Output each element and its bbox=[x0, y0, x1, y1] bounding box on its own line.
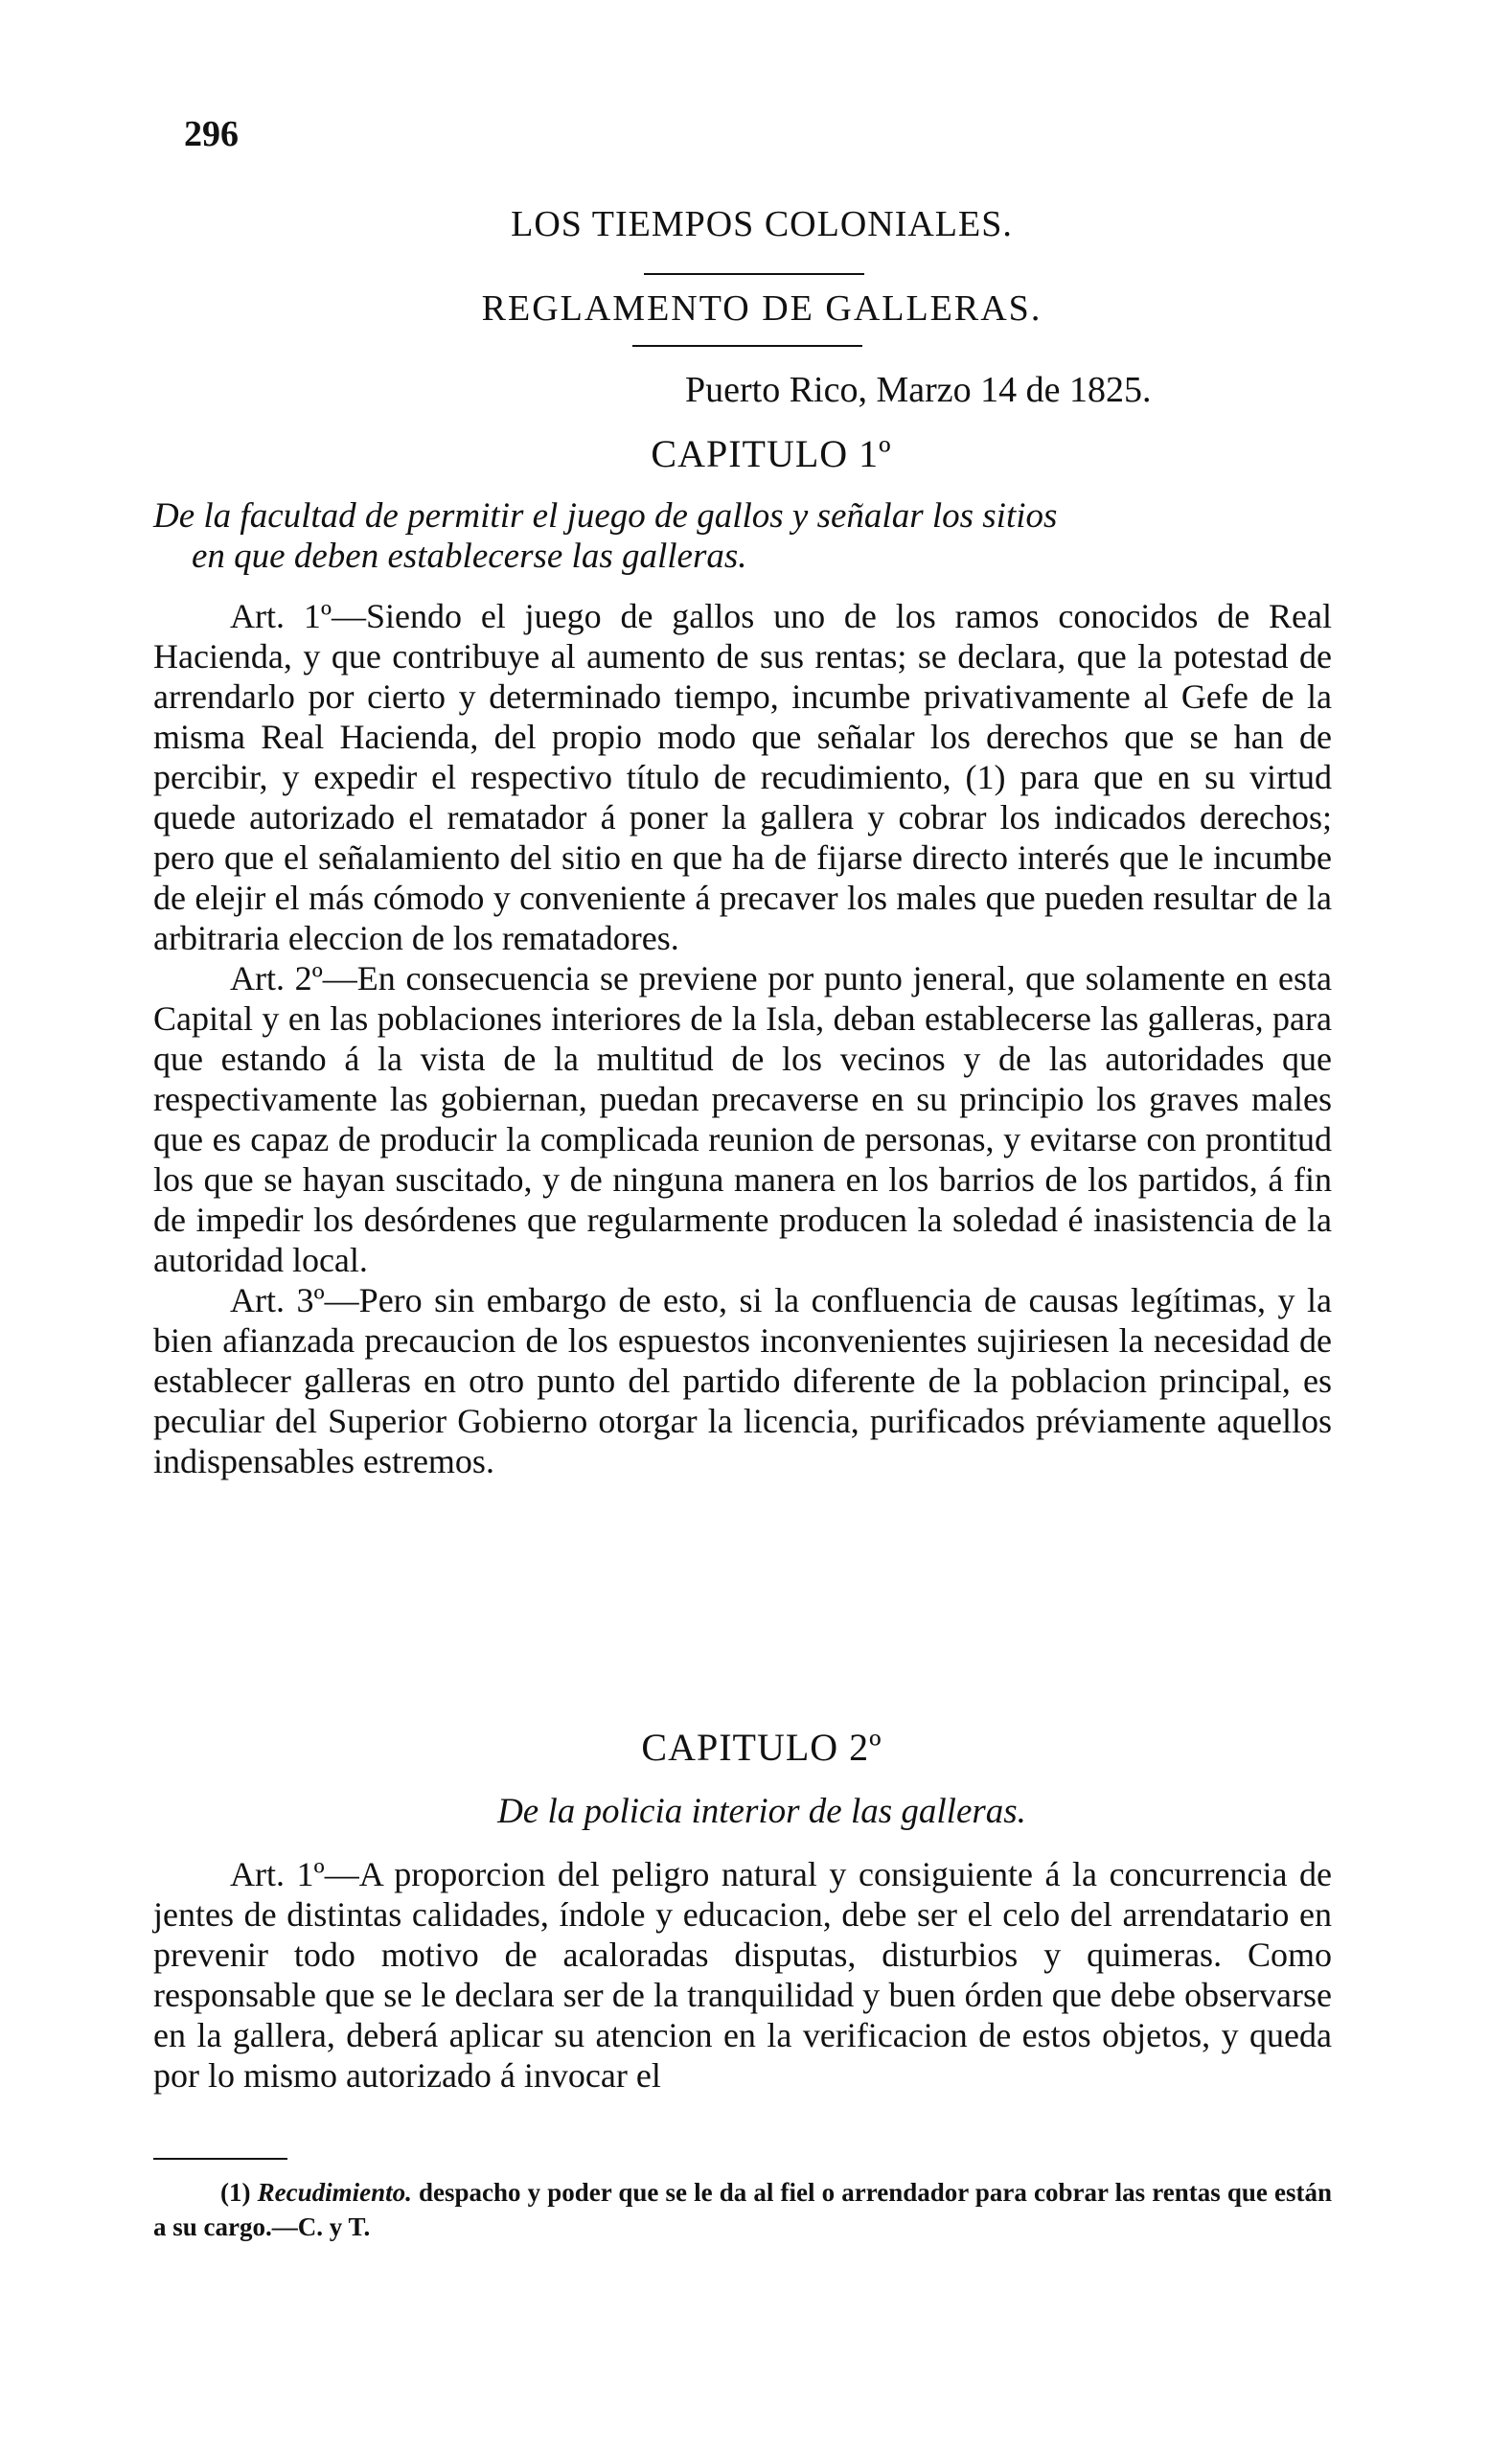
chapter-subtitle-line: De la facultad de permitir el juego de gallos y señalar los sitios bbox=[153, 496, 1058, 536]
footnote-text: despacho y poder que se le da al fiel o arrendador para cobrar las rentas que están a su cargo.—C. y T. bbox=[153, 2178, 1333, 2241]
title-divider bbox=[632, 345, 862, 347]
page-number: 296 bbox=[184, 114, 239, 154]
chapter-subtitle: De la policia interior de las galleras. bbox=[497, 1792, 1026, 1831]
place-date: Puerto Rico, Marzo 14 de 1825. bbox=[685, 370, 1152, 410]
footnote bbox=[153, 2175, 1332, 2244]
article-paragraph: Art. 1º—Siendo el juego de gallos uno de los ramos conocidos de Real Hacienda, y que contribuye al aumento de sus rentas; se declara, que la potestad de arrendarlo por cierto y determinado tiempo, incumbe privativamente al Gefe de la misma Real Hacienda, del propio modo que señalar los derechos que se han de percibir, y expedir el respectivo título de recudimiento, (1) para que en su virtud quede autorizado el rematador á poner la gallera y cobrar los indicados derechos; pero que el señalamiento del sitio en que ha de fijarse directo interés que le incumbe de elejir el más cómodo y conveniente á precaver los males que pueden resultar de la arbitraria eleccion de los rematadores. bbox=[153, 597, 1332, 957]
article-paragraph: Art. 1º—A proporcion del peligro natural y consiguiente á la concurrencia de jentes de distintas calidades, índole y educacion, debe ser el celo del arrendatario en prevenir todo motivo de acaloradas disputas, disturbios y quimeras. Como responsable que se le declara ser de la tranquilidad y buen órden que debe observarse en la gallera, deberá aplicar su atencion en la verificacion de estos objetos, y queda por lo mismo autorizado á invocar el bbox=[153, 1855, 1332, 2095]
footnote-marker: (1) bbox=[220, 2178, 251, 2207]
footnote-term: Recudimiento. bbox=[257, 2178, 412, 2207]
chapter-subtitle-line: en que deben establecerse las galleras. bbox=[192, 537, 747, 576]
chapter-body bbox=[153, 596, 1332, 1481]
chapter-heading: CAPITULO 2º bbox=[641, 1726, 882, 1769]
running-title: LOS TIEMPOS COLONIALES. bbox=[511, 204, 1013, 244]
title-divider bbox=[644, 273, 864, 275]
article-paragraph: Art. 2º—En consecuencia se previene por punto jeneral, que solamente en esta Capital y en las poblaciones interiores de la Isla, deban establecerse las galleras, para que estando á la vista de la multitud de los vecinos y de las autoridades que respectivamente las gobiernan, puedan precaverse en su principio los graves males que es capaz de producir la complicada reunion de personas, y evitarse con prontitud los que se hayan suscitado, y de ninguna manera en los barrios de los partidos, á fin de impedir los desórdenes que regularmente producen la soledad é inasistencia de la autoridad local. bbox=[153, 959, 1332, 1279]
footnote-divider bbox=[153, 2158, 287, 2160]
chapter-subtitle bbox=[153, 496, 1332, 577]
chapter-body bbox=[153, 1854, 1332, 2096]
document-title: REGLAMENTO DE GALLERAS. bbox=[481, 288, 1042, 329]
article-paragraph: Art. 3º—Pero sin embargo de esto, si la confluencia de causas legítimas, y la bien afianzada precaucion de los espuestos inconvenientes sujiriesen la necesidad de establecer galleras en otro punto del partido diferente de la poblacion principal, es peculiar del Superior Gobierno otorgar la licencia, purificados préviamente aquellos indispensables estremos. bbox=[153, 1281, 1332, 1480]
chapter-heading: CAPITULO 1º bbox=[651, 432, 892, 475]
